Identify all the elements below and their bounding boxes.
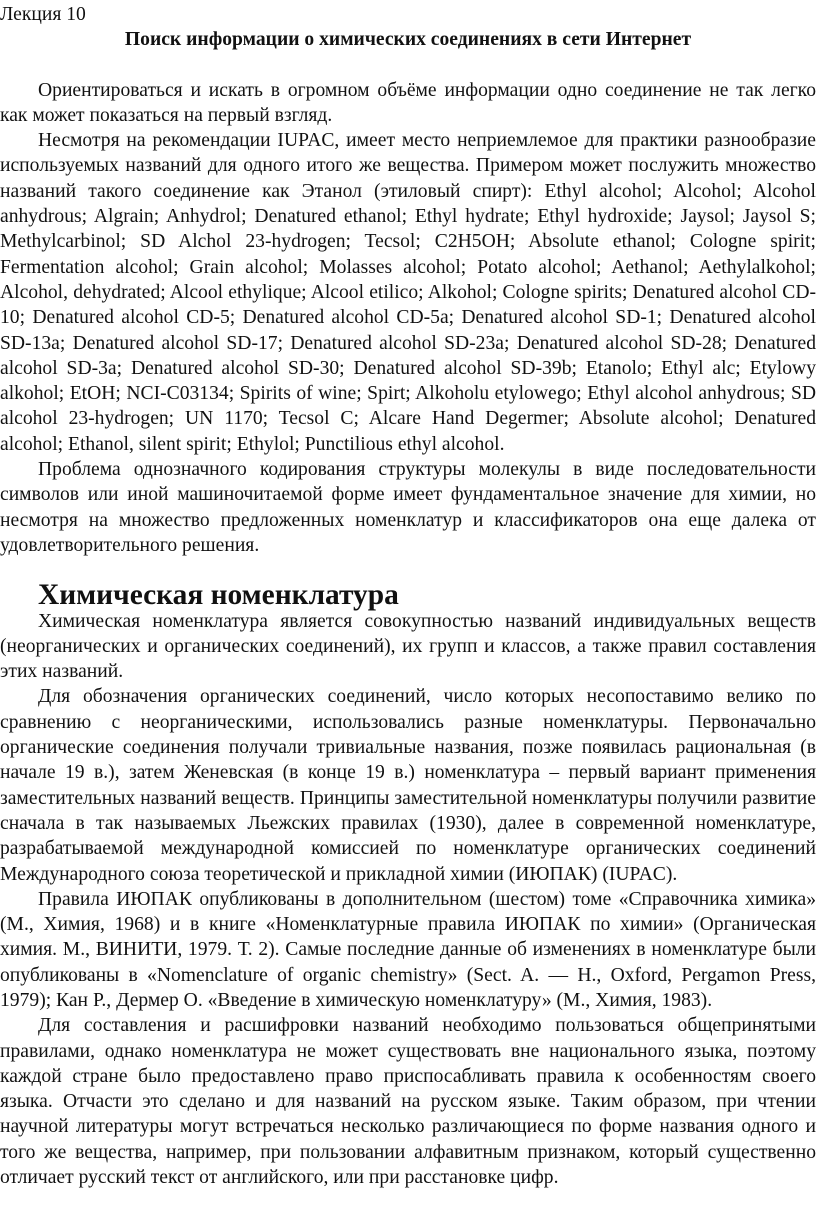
- lecture-label: Лекция 10: [0, 4, 86, 25]
- paragraph-organic-nomenclature-history: Для обозначения органических соединений, число которых несопоставимо велико по сравнению с неорганическими, использовались разные номенклатуры. Первоначально органические соединения получали тривиальные названия, позже появилась рациональная (в начале 19 в.), затем Женевская (в конце 19 в.) номенклатура – первый вариант применения заместительных названий веществ. Принципы заместительной номенклатуры получили развитие сначала в так называемых Льежских правилах (1930), далее в современной номенклатуре, разрабатываемой международной комиссией по номенклатуре органических соединений Международного союза теоретической и прикладной химии (ИЮПАК) (IUPAC).: [0, 686, 816, 885]
- paragraph-iupac-publications: Правила ИЮПАК опубликованы в дополнительном (шестом) томе «Справочника химика» (М., Химия, 1968) и в книге «Номенклатурные правила ИЮПАК по химии» (Органическая химия. М., ВИНИТИ, 1979. Т. 2). Самые последние данные об изменениях в номенклатуре были опубликованы в «Nomenclature of organic chemistry» (Sect. A. — H., Oxford, Pergamon Press, 1979); Кан Р., Дермер О. «Введение в химическую номенклатуру» (М., Химия, 1983).: [0, 888, 816, 1011]
- document-title: Поиск информации о химических соединениях в сети Интернет: [124, 29, 692, 51]
- section-heading: Химическая номенклатура: [38, 579, 399, 612]
- paragraph-ethanol-names: Несмотря на рекомендации IUPAC, имеет место неприемлемое для практики разнообразие используемых названий для одного итого же вещества. Примером может послужить множество названий такого соединение как Этанол (этиловый спирт): Ethyl alcohol; Alcohol; Alcohol anhydrous; Algrain; Anhydrol; Denatured ethanol; Ethyl hydrate; Ethyl hydroxide; Jaysol; Jaysol S; Methylcarbinol; SD Alchol 23-hydrogen; Tecsol; C2H5OH; Absolute ethanol; Cologne spirit; Fermentation alcohol; Grain alcohol; Molasses alcohol; Potato alcohol; Aethanol; Aethylalkohol; Alcohol, dehydrated; Alcool ethylique; Alcool etilico; Alkohol; Cologne spirits; Denatured alcohol CD-10; Denatured alcohol CD-5; Denatured alcohol CD-5a; Denatured alcohol SD-1; Denatured alcohol SD-13a; Denatured alcohol SD-17; Denatured alcohol SD-23a; Denatured alcohol SD-28; Denatured alcohol SD-3a; Denatured alcohol SD-30; Denatured alcohol SD-39b; Etanolo; Ethyl alc; Etylowy alkohol; EtOH; NCI-C03134; Spirits of wine; Spirt; Alkoholu etylowego; Ethyl alcohol anhydrous; SD alcohol 23-hydrogen; UN 1170; Tecsol C; Alcare Hand Degermer; Absolute alcohol; Denatured alcohol; Ethanol, silent spirit; Ethylol; Punctilious ethyl alcohol.: [0, 130, 816, 455]
- paragraph-encoding-problem: Проблема однозначного кодирования структуры молекулы в виде последовательности символов или иной машиночитаемой форме имеет фундаментальное значение для химии, но несмотря на множество предложенных номенклатур и классификаторов она еще далека от удовлетворительного решения.: [0, 459, 816, 556]
- paragraph-national-language: Для составления и расшифровки названий необходимо пользоваться общепринятыми правилами, однако номенклатура не может существовать вне национального языка, поэтому каждой стране было предоставлено право приспосабливать правила к особенностям своего языка. Отчасти это сделано и для названий на русском языке. Таким образом, при чтении научной литературы могут встречаться несколько различающиеся по форме названия одного и того же вещества, например, при пользовании алфавитным признаком, который существенно отличает русский текст от английского, или при расстановке цифр.: [0, 1015, 816, 1189]
- paragraph-intro: Ориентироваться и искать в огромном объёме информации одно соединение не так легко как может показаться на первый взгляд.: [0, 79, 816, 126]
- paragraph-nomenclature-definition: Химическая номенклатура является совокупностью названий индивидуальных веществ (неорганических и органических соединений), их групп и классов, а также правил составления этих названий.: [0, 610, 816, 683]
